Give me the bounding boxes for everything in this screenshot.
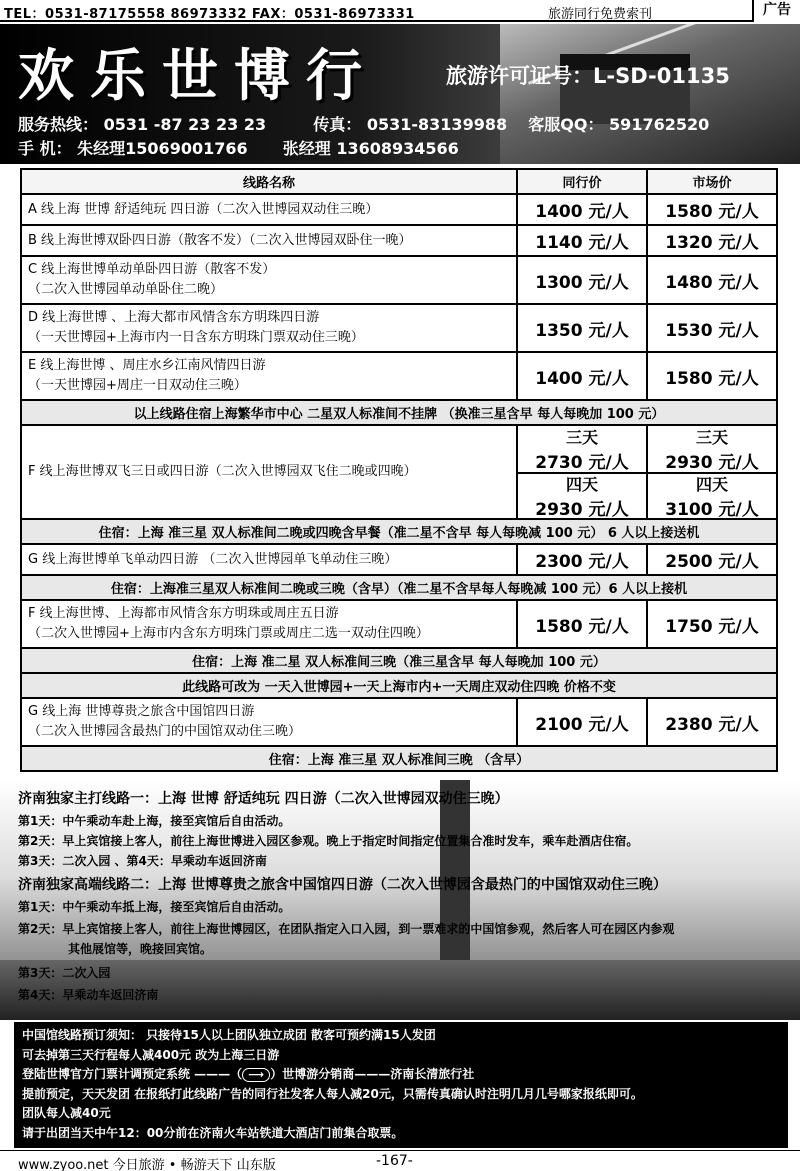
route-f: F 线上海世博双飞三日或四日游（二次入世博园双飞住二晚或四晚） [21,425,517,519]
header-market-price: 市场价 [647,169,777,194]
hotline-row [18,112,709,135]
mobile-label: 手 机： [18,139,72,158]
ad-badge: 广告 [752,0,800,22]
fax-number: 0531-83139988 [366,115,508,134]
route-d: D 线上海世博 、上海大都市风情含东方明珠四日游 （一天世博园+上海市内一日含东方明珠门票双动住三晚） [21,304,517,352]
booking-notes [14,1022,788,1148]
table-row [21,225,777,256]
itinerary-heading-1: 济南独家主打线路一：上海 世博 舒适纯玩 四日游（二次入世博园双动住三晚） [18,791,509,807]
route-e: E 线上海世博 、周庄水乡江南风情四日游 （一天世博园+周庄一日双动住三晚） [21,352,517,400]
table-row [21,425,777,519]
route-change-note: 此线路可改为 一天入世博园+一天上海市内+一天周庄双动住四晚 价格不变 [21,673,777,698]
itinerary-day-3-4: 第3天：二次入园 、第4天：早乘动车返回济南 [18,854,267,868]
table-header-row [21,169,777,194]
route-g: G 线上海世博单飞单动四日游 （二次入世博园单飞单动住三晚） [21,544,517,575]
peer-price-e: 1400 元/人 [517,352,647,400]
itinerary-2-day-2: 第2天：早上宾馆接上客人，前往上海世博园区，在团队指定入口入园，到一票难求的中国馆参观，然后客人可在园区内参观 [18,922,675,936]
booking-note-6: 请于出团当天中午12：00分前在济南火车站铁道大酒店门前集合取票。 [22,1125,404,1140]
table-row [21,256,777,304]
top-bar [0,0,800,22]
qq-label: 客服QQ： [528,115,604,134]
route-g2: G 线上海 世博尊贵之旅含中国馆四日游 （二次入世博园含最热门的中国馆双动住三晚） [21,698,517,746]
accommodation-note-3: 住宿：上海准三星双人标准间二晚或三晚（含早）（准二星不含早每人每晚减 100 元）6 人以上接机 [21,575,777,600]
booking-note-4: 提前预定，天天发团 在报纸打此线路广告的同行社发客人每人减20元，只需传真确认时注明几月几号哪家报纸即可。 [22,1086,643,1101]
table-row [21,746,777,771]
booking-note-2: 可去掉第三天行程每人减400元 改为上海三日游 [22,1047,280,1062]
table-row [21,648,777,673]
expo-pavilion-photo [500,24,800,164]
market-price-d: 1530 元/人 [647,304,777,352]
page-title: 欢乐世博行 [18,44,378,109]
route-b: B 线上海世博双卧四日游（散客不发）（二次入世博园双卧住一晚） [21,225,517,256]
itinerary-heading-2: 济南独家高端线路二：上海 世博尊贵之旅含中国馆四日游（二次入世博园含最热门的中国馆双动住三晚） [18,877,667,893]
footer-site: www.zyoo.net 今日旅游 • 畅游天下 山东版 [18,1158,276,1171]
itinerary-day-2: 第2天：早上宾馆接上客人，前往上海世博进入园区参观。晚上于指定时间指定位置集合准时发车，乘车赴酒店住宿。 [18,834,639,848]
accommodation-note-4: 住宿：上海 准二星 双人标准间三晚（准三星含早 每人每晚加 100 元） [21,648,777,673]
qq-number: 591762520 [609,115,710,134]
itinerary-section [0,780,800,1020]
mobile-contact-zhang: 张经理 13608934566 [282,139,459,158]
peer-price-a: 1400 元/人 [517,194,647,225]
market-price-g: 2500 元/人 [647,544,777,575]
hotline-number: 0531 -87 23 23 23 [103,115,267,134]
hotline-label: 服务热线： [18,115,99,134]
header-peer-price: 同行价 [517,169,647,194]
route-c: C 线上海世博单动单卧四日游（散客不发） （二次入世博园单动单卧住二晚） [21,256,517,304]
peer-price-c: 1300 元/人 [517,256,647,304]
footer [0,1150,800,1171]
booking-note-1: 中国馆线路预订须知： 只接待15人以上团队独立成团 散客可预约满15人发团 [22,1028,436,1042]
license-number: 旅游许可证号：L-SD-01135 [446,64,730,88]
page-number: -167- [376,1153,413,1169]
itinerary-2-day-4: 第4天：早乘动车返回济南 [18,988,159,1002]
peer-price-d: 1350 元/人 [517,304,647,352]
contact-info: TEL：0531-87175558 86973332 FAX：0531-86973331 [4,7,415,22]
peer-price-b: 1140 元/人 [517,225,647,256]
route-a: A 线上海 世博 舒适纯玩 四日游（二次入世博园双动住三晚） [21,194,517,225]
table-row [21,698,777,746]
table-row [21,194,777,225]
table-row [21,519,777,544]
itinerary-day-1: 第1天：中午乘动车赴上海，接至宾馆后自由活动。 [18,814,291,828]
peer-price-f: 三天 2730 元/人 四天 2930 元/人 [517,425,647,519]
table-row [21,352,777,400]
market-price-e: 1580 元/人 [647,352,777,400]
booking-note-3: 登陆世博官方门票计调预定系统 ———（ ⟶ ）世博游分销商———济南长清旅行社 [22,1067,475,1081]
header-banner [0,24,800,164]
table-row [21,600,777,648]
table-row [21,544,777,575]
table-row [21,304,777,352]
market-price-b: 1320 元/人 [647,225,777,256]
table-row [21,673,777,698]
market-price-a: 1580 元/人 [647,194,777,225]
table-row [21,400,777,425]
free-index-label: 旅游同行免费索刊 [548,7,653,22]
arrow-right-icon: ⟶ [242,1068,270,1082]
route-f2: F 线上海世博、上海都市风情含东方明珠或周庄五日游 （二次入世博园+上海市内含东方明珠门票或周庄二选一双动住四晚） [21,600,517,648]
header-route-name: 线路名称 [21,169,517,194]
market-price-g2: 2380 元/人 [647,698,777,746]
booking-note-5: 团队每人减40元 [22,1106,111,1120]
accommodation-note-2: 住宿：上海 准三星 双人标准间二晚或四晚含早餐（准二星不含早 每人每晚减 100 元） 6 人以上接送机 [21,519,777,544]
fax-label: 传真： [313,115,362,134]
peer-price-f2: 1580 元/人 [517,600,647,648]
peer-price-g2: 2100 元/人 [517,698,647,746]
itinerary-2-day-1: 第1天：中午乘动车抵上海，接至宾馆后自由活动。 [18,900,291,914]
accommodation-note-1: 以上线路住宿上海繁华市中心 二星双人标准间不挂牌 （换准三星含早 每人每晚加 100 元） [21,400,777,425]
route-price-table [20,168,778,772]
itinerary-2-day-2-cont: 其他展馆等，晚接回宾馆。 [68,942,213,956]
table-row [21,575,777,600]
market-price-f: 三天 2930 元/人 四天 3100 元/人 [647,425,777,519]
market-price-f2: 1750 元/人 [647,600,777,648]
itinerary-2-day-3: 第3天：二次入园 [18,966,111,980]
accommodation-note-6: 住宿：上海 准三星 双人标准间三晚 （含早） [21,746,777,771]
peer-price-g: 2300 元/人 [517,544,647,575]
mobile-row [18,136,459,159]
mobile-contact-zhu: 朱经理15069001766 [77,139,248,158]
market-price-c: 1480 元/人 [647,256,777,304]
